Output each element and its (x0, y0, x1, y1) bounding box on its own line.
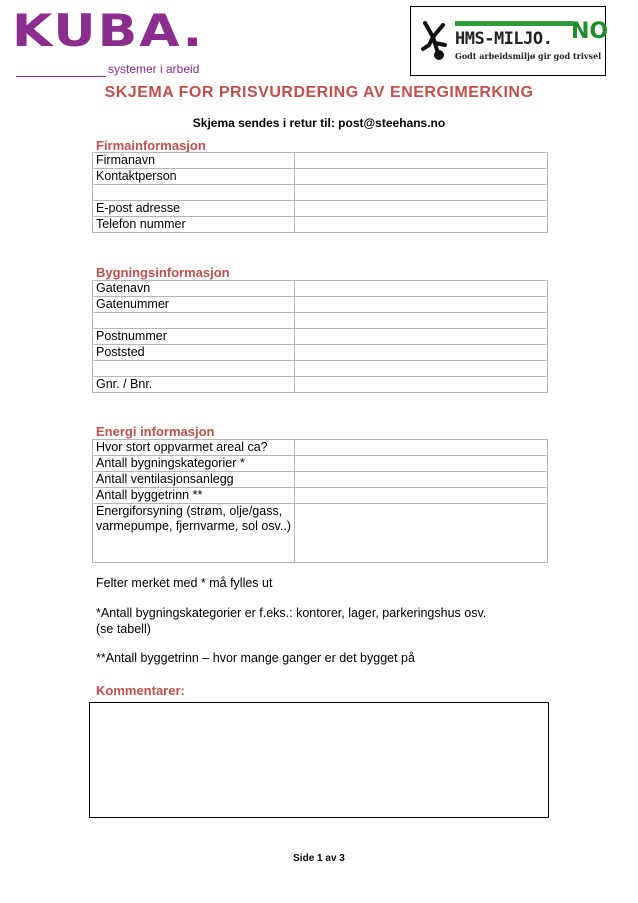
field-input-blank[interactable] (295, 361, 548, 377)
comments-textarea[interactable] (89, 702, 549, 818)
table-row (93, 201, 548, 217)
field-input-firmanavn[interactable] (295, 153, 548, 169)
table-row (93, 313, 548, 329)
field-input-areal[interactable] (295, 440, 548, 456)
field-input-gnr-bnr[interactable] (295, 377, 548, 393)
field-label (93, 361, 295, 377)
bygning-table (92, 280, 548, 393)
kuba-logo-line (16, 76, 106, 77)
field-input-blank[interactable] (295, 313, 548, 329)
field-input-kontaktperson[interactable] (295, 169, 548, 185)
table-row (93, 217, 548, 233)
field-label: Hvor stort oppvarmet areal ca? (93, 440, 295, 456)
field-label: E-post adresse (93, 201, 295, 217)
table-row (93, 281, 548, 297)
field-label: Postnummer (93, 329, 295, 345)
field-label: Poststed (93, 345, 295, 361)
table-row (93, 329, 548, 345)
table-row (93, 456, 548, 472)
table-row (93, 345, 548, 361)
field-label: Antall byggetrinn ** (93, 488, 295, 504)
kuba-logo (12, 6, 205, 78)
table-row (93, 185, 548, 201)
hms-logo-name: HMS-MILJO. (455, 29, 553, 49)
field-input-telefon[interactable] (295, 217, 548, 233)
table-row (93, 297, 548, 313)
page-number: Side 1 av 3 (293, 853, 345, 864)
table-row (93, 488, 548, 504)
return-address: Skjema sendes i retur til: post@steehans.no (192, 116, 446, 130)
acrobat-figure-icon (419, 15, 453, 67)
table-row (93, 377, 548, 393)
hms-logo-slogan: Godt arbeidsmiljø gir god trivsel (455, 51, 602, 61)
note-stages: **Antall byggetrinn – hvor mange ganger er det bygget på (96, 651, 415, 665)
field-input-bygningskategorier[interactable] (295, 456, 548, 472)
field-label: Antall bygningskategorier * (93, 456, 295, 472)
comments-label: Kommentarer: (96, 683, 185, 698)
kuba-logo-word: KUBA. (12, 6, 205, 57)
field-label: Kontaktperson (93, 169, 295, 185)
hms-logo-suffix: NO (571, 19, 609, 44)
field-input-energiforsyning[interactable] (295, 504, 548, 563)
field-label: Gatenavn (93, 281, 295, 297)
section-heading-energi: Energi informasjon (96, 424, 215, 439)
field-input-poststed[interactable] (295, 345, 548, 361)
section-heading-bygning: Bygningsinformasjon (96, 265, 230, 280)
energi-table (92, 439, 548, 563)
field-input-postnummer[interactable] (295, 329, 548, 345)
document-title: SKJEMA FOR PRISVURDERING AV ENERGIMERKING (104, 84, 534, 101)
field-input-byggetrinn[interactable] (295, 488, 548, 504)
note-categories-table: (se tabell) (96, 622, 151, 636)
hms-logo-bar (455, 21, 573, 26)
field-input-epost[interactable] (295, 201, 548, 217)
section-heading-firma: Firmainformasjon (96, 138, 206, 153)
field-label (93, 185, 295, 201)
note-required: Felter merket med * må fylles ut (96, 576, 273, 590)
note-categories: *Antall bygningskategorier er f.eks.: kontorer, lager, parkeringshus osv. (96, 606, 487, 620)
kuba-logo-tagline: systemer i arbeid (108, 62, 200, 76)
field-input-gatenavn[interactable] (295, 281, 548, 297)
field-label: Firmanavn (93, 153, 295, 169)
field-label: Gnr. / Bnr. (93, 377, 295, 393)
field-input-ventilasjonsanlegg[interactable] (295, 472, 548, 488)
hms-miljo-logo (410, 6, 609, 76)
field-label: Gatenummer (93, 297, 295, 313)
firma-table (92, 152, 548, 233)
field-label: Telefon nummer (93, 217, 295, 233)
field-input-gatenummer[interactable] (295, 297, 548, 313)
field-label (93, 313, 295, 329)
field-label: Antall ventilasjonsanlegg (93, 472, 295, 488)
table-row (93, 440, 548, 456)
table-row (93, 504, 548, 563)
field-input-blank[interactable] (295, 185, 548, 201)
table-row (93, 169, 548, 185)
table-row (93, 472, 548, 488)
table-row (93, 153, 548, 169)
table-row (93, 361, 548, 377)
field-label: Energiforsyning (strøm, olje/gass, varmepumpe, fjernvarme, sol osv..) (93, 504, 295, 563)
